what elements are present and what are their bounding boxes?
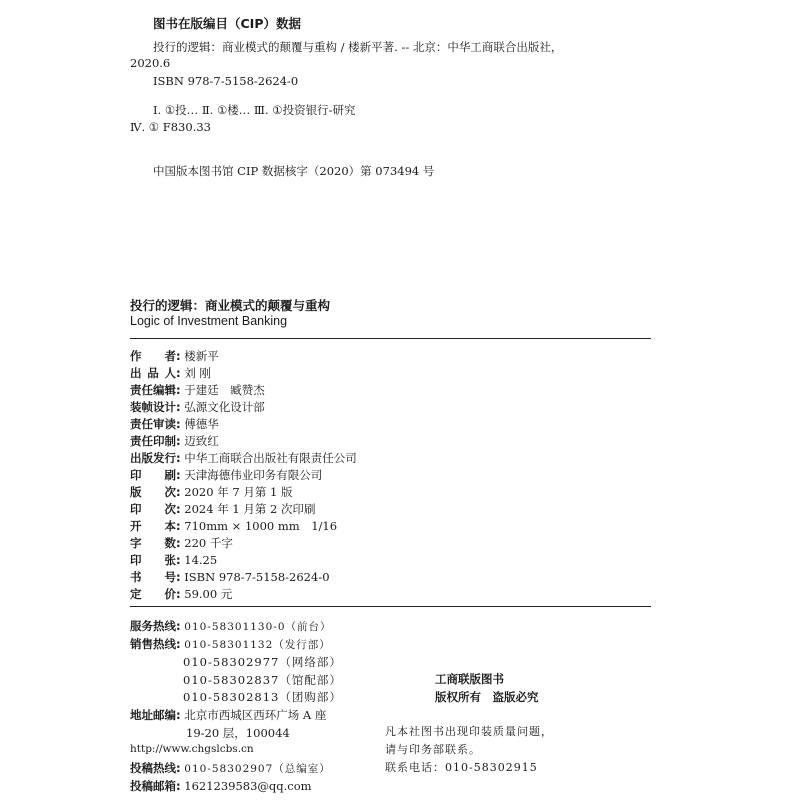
- address-line-2: 19-20 层，100044: [186, 726, 290, 740]
- credit-row: 书号: ISBN 978-7-5158-2624-0: [130, 570, 330, 584]
- cip-title: 图书在版编目（CIP）数据: [153, 16, 301, 31]
- credit-value: 中华工商联合出版社有限责任公司: [184, 451, 357, 465]
- sales-line: 010-58302837（馆配部）: [183, 673, 342, 687]
- credit-row: 印刷: 天津海德伟业印务有限公司: [130, 468, 323, 482]
- cip-class-number: Ⅳ. ① F830.33: [130, 120, 211, 134]
- credit-label: 作者: [130, 349, 176, 363]
- website-link[interactable]: http://www.chgslcbs.cn: [130, 743, 254, 755]
- credit-label: 责任印制: [130, 434, 176, 448]
- cip-classification: Ⅰ. ①投… Ⅱ. ①楼… Ⅲ. ①投资银行-研究: [153, 103, 356, 117]
- sales-line: 010-58301132（发行部）: [184, 639, 331, 651]
- cip-record-number: 中国版本图书馆 CIP 数据核字（2020）第 073494 号: [153, 164, 435, 178]
- credit-value: 傅德华: [184, 417, 219, 431]
- book-title-cn: 投行的逻辑：商业模式的颠覆与重构: [130, 298, 331, 313]
- credit-row: 出版发行: 中华工商联合出版社有限责任公司: [130, 451, 357, 465]
- credit-value: 弘源文化设计部: [184, 400, 265, 414]
- address-label: 地址邮编: [130, 708, 176, 722]
- credit-row: 版次: 2020 年 7 月第 1 版: [130, 485, 293, 499]
- credit-label: 责任审读: [130, 417, 176, 431]
- credit-label: 出品人: [130, 366, 176, 380]
- divider-bottom: [130, 606, 651, 607]
- submission-label: 投稿热线: [130, 761, 176, 775]
- address: 地址邮编: 北京市西城区西环广场 A 座: [130, 708, 327, 722]
- credit-value: 59.00 元: [184, 587, 233, 601]
- credit-label: 印次: [130, 502, 176, 516]
- cip-line-1: 投行的逻辑：商业模式的颠覆与重构 / 楼新平著. -- 北京：中华工商联合出版社，: [153, 40, 563, 54]
- credit-value: 14.25: [184, 553, 218, 567]
- quality-notice-2: 请与印务部联系。: [385, 743, 481, 756]
- address-line-1: 北京市西城区西环广场 A 座: [184, 708, 327, 722]
- credit-row: 责任审读: 傅德华: [130, 417, 219, 431]
- credit-row: 责任印制: 迈致红: [130, 434, 219, 448]
- credit-row: 责任编辑: 于建廷 臧赞杰: [130, 383, 265, 397]
- cip-line-isbn: ISBN 978-7-5158-2624-0: [153, 74, 299, 88]
- credit-label: 印刷: [130, 468, 176, 482]
- credit-row: 印张: 14.25: [130, 553, 218, 567]
- sales-hotline: 销售热线: 010-58301132（发行部）: [130, 637, 331, 651]
- sales-line: 010-58302977（网络部）: [183, 655, 342, 669]
- credit-row: 印次: 2024 年 1 月第 2 次印刷: [130, 502, 316, 516]
- service-value: 010-58301130-0（前台）: [184, 621, 332, 633]
- sales-label: 销售热线: [130, 637, 176, 651]
- service-label: 服务热线: [130, 619, 176, 633]
- book-title-en: Logic of Investment Banking: [130, 314, 288, 328]
- credit-row: 开本: 710mm × 1000 mm 1/16: [130, 519, 338, 533]
- credit-label: 字数: [130, 536, 176, 550]
- credit-label: 书号: [130, 570, 176, 584]
- credit-label: 出版发行: [130, 451, 176, 465]
- credit-row: 装帧设计: 弘源文化设计部: [130, 400, 265, 414]
- submission-email: 投稿邮箱: 1621239583@qq.com: [130, 779, 312, 793]
- submission-value: 010-58302907（总编室）: [184, 763, 331, 775]
- credit-label: 装帧设计: [130, 400, 176, 414]
- credit-row: 定价: 59.00 元: [130, 587, 233, 601]
- credit-value: 刘 刚: [184, 366, 211, 380]
- credit-value: 220 千字: [184, 536, 233, 550]
- sales-line: 010-58302813（团购部）: [183, 690, 342, 704]
- cip-line-2: 2020.6: [130, 56, 171, 70]
- credit-label: 版次: [130, 485, 176, 499]
- credit-row: 字数: 220 千字: [130, 536, 233, 550]
- credit-value: 迈致红: [184, 434, 219, 448]
- email-value[interactable]: 1621239583@qq.com: [184, 779, 312, 793]
- copyright-notice: 版权所有 盗版必究: [435, 690, 539, 704]
- submission-hotline: 投稿热线: 010-58302907（总编室）: [130, 761, 331, 775]
- credit-row: 出品人: 刘 刚: [130, 366, 211, 380]
- credit-value: 天津海德伟业印务有限公司: [184, 468, 323, 482]
- email-label: 投稿邮箱: [130, 779, 176, 793]
- credit-value: 2020 年 7 月第 1 版: [184, 485, 293, 499]
- divider-top: [130, 338, 651, 339]
- credit-label: 印张: [130, 553, 176, 567]
- publisher-tag: 工商联版图书: [435, 672, 504, 686]
- credit-label: 定价: [130, 587, 176, 601]
- credit-row: 作者: 楼新平: [130, 349, 219, 363]
- credit-label: 责任编辑: [130, 383, 176, 397]
- service-hotline: 服务热线: 010-58301130-0（前台）: [130, 619, 332, 633]
- credit-value: ISBN 978-7-5158-2624-0: [184, 570, 330, 584]
- credit-value: 710mm × 1000 mm 1/16: [184, 519, 338, 533]
- credit-value: 2024 年 1 月第 2 次印刷: [184, 502, 316, 516]
- credit-label: 开本: [130, 519, 176, 533]
- credit-value: 于建廷 臧赞杰: [184, 383, 265, 397]
- contact-phone: 联系电话：010-58302915: [385, 761, 538, 774]
- credit-value: 楼新平: [184, 349, 219, 363]
- quality-notice-1: 凡本社图书出现印装质量问题，: [385, 725, 553, 738]
